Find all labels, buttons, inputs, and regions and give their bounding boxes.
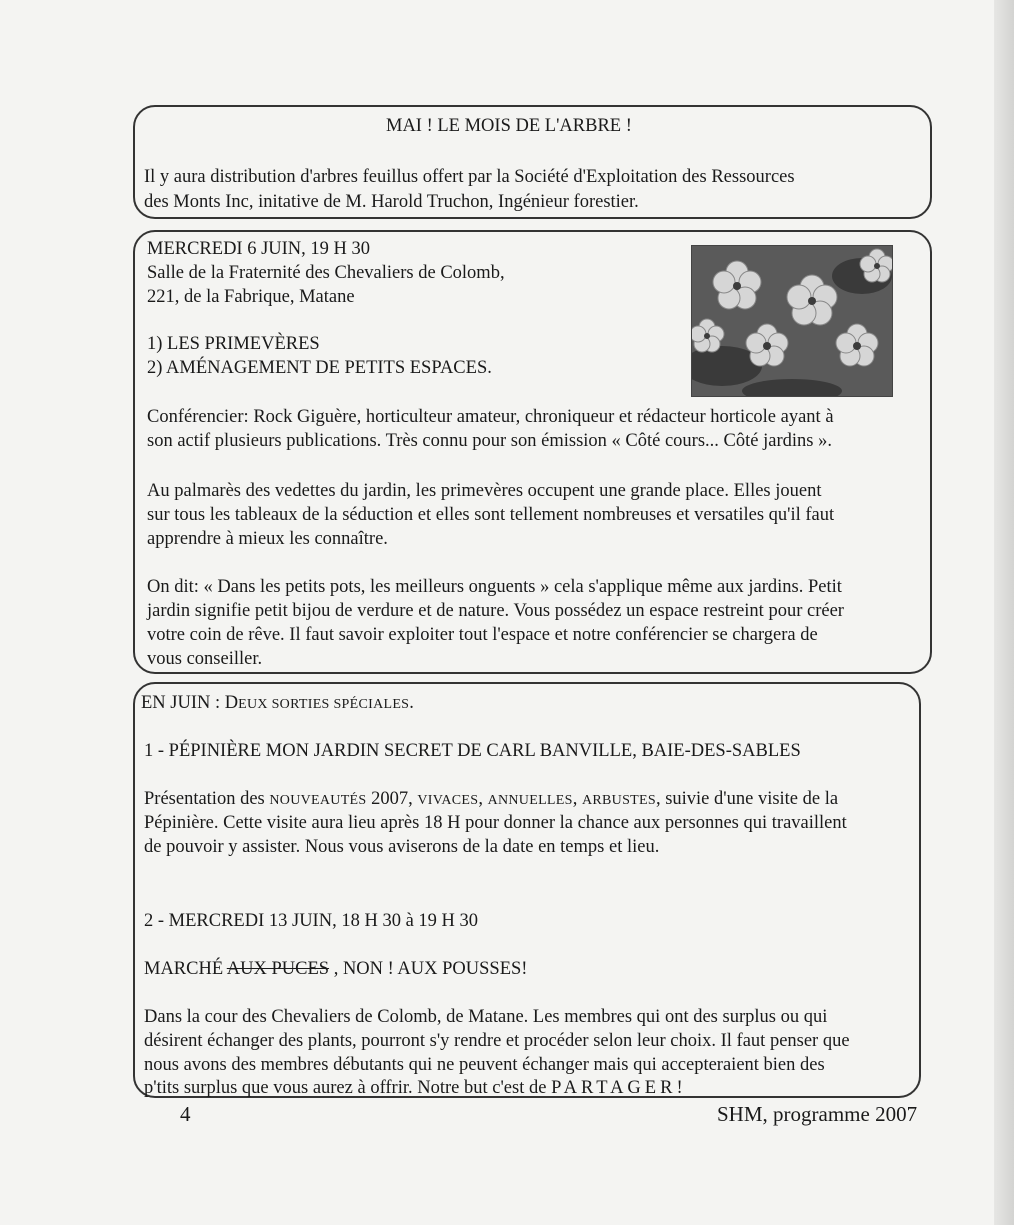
share-word: PARTAGER [551, 1078, 677, 1098]
tree-month-title: MAI ! LE MOIS DE L'ARBRE ! [386, 116, 632, 136]
small-spaces-line-4: vous conseiller. [147, 649, 263, 669]
conference-topic-2: 2) AMÉNAGEMENT DE PETITS ESPACES. [147, 358, 492, 378]
primrose-para-line-1: Au palmarès des vedettes du jardin, les primevères occupent une grande place. Elles jouent [147, 481, 822, 501]
outing-1-title: 1 - PÉPINIÈRE MON JARDIN SECRET DE CARL BANVILLE, BAIE-DES-SABLES [144, 741, 801, 761]
market-rest: , NON ! AUX POUSSES! [329, 959, 528, 979]
publication-name: SHM, programme 2007 [717, 1102, 918, 1126]
outing-1-text-d: , [572, 789, 582, 809]
market-struck-text: AUX PUCES [226, 959, 330, 979]
outing-1-novelties: NOUVEAUTÉS [269, 793, 367, 808]
outing-1-shrubs: ARBUSTES [581, 793, 656, 808]
small-spaces-line-3: votre coin de rêve. Il faut savoir exploiter tout l'espace et notre conférencier se chargera de [147, 625, 818, 645]
outing-1-text-c: , [478, 789, 488, 809]
primrose-para-line-3: apprendre à mieux les connaître. [147, 529, 388, 549]
speaker-line-2: son actif plusieurs publications. Très connu pour son émission « Côté cours... Côté jardins ». [147, 431, 832, 451]
june-heading-smallcaps: EUX SORTIES SPÉCIALES [238, 697, 410, 712]
outing-2-line-2: désirent échanger des plants, pourront s'y rendre et procéder selon leur choix. Il faut penser que [144, 1031, 850, 1051]
outing-2-line-1: Dans la cour des Chevaliers de Colomb, de Matane. Les membres qui ont des surplus ou qui [144, 1007, 828, 1027]
conference-address: 221, de la Fabrique, Matane [147, 287, 355, 307]
outing-1-text-b: 2007, [366, 789, 418, 809]
tree-month-line-1: Il y aura distribution d'arbres feuillus offert par la Société d'Exploitation des Ressources [144, 167, 795, 187]
conference-date: MERCREDI 6 JUIN, 19 H 30 [147, 239, 371, 259]
primrose-para-line-2: sur tous les tableaux de la séduction et elles sont tellement nombreuses et versatiles qu'il faut [147, 505, 835, 525]
outing-1-text-a: Présentation des [144, 789, 270, 809]
tree-month-line-2: des Monts Inc, initative de M. Harold Truchon, Ingénieur forestier. [144, 192, 639, 212]
share-exclamation: ! [676, 1078, 683, 1098]
june-heading-prefix: EN JUIN : D [141, 693, 239, 713]
outing-1-text-e: , suivie d'une visite de la [655, 789, 839, 809]
outing-1-annuals: ANNUELLES [487, 793, 573, 808]
primrose-photo [691, 245, 893, 397]
outing-2-line-4-text: p'tits surplus que vous aurez à offrir. Notre but c'est de [144, 1078, 552, 1098]
small-spaces-line-2: jardin signifie petit bijou de verdure et de nature. Vous possédez un espace restreint pour créer [147, 601, 844, 621]
page-number: 4 [180, 1102, 191, 1126]
outing-1-line-2: Pépinière. Cette visite aura lieu après 18 H pour donner la chance aux personnes qui travaillent [144, 813, 847, 833]
conference-topic-1: 1) LES PRIMEVÈRES [147, 334, 320, 354]
conference-venue: Salle de la Fraternité des Chevaliers de Colomb, [147, 263, 505, 283]
outing-2-date: 2 - MERCREDI 13 JUIN, 18 H 30 à 19 H 30 [144, 911, 479, 931]
outing-2-line-4 [144, 1077, 683, 1100]
june-heading [141, 692, 414, 716]
market-word: MARCHÉ [144, 959, 227, 979]
outing-1-perennials: VIVACES [417, 793, 479, 808]
page-edge [994, 0, 1014, 1225]
outing-1-line-1 [144, 788, 838, 812]
speaker-line-1: Conférencier: Rock Giguère, horticulteur amateur, chroniqueur et rédacteur horticole ayant à [147, 407, 834, 427]
outing-1-line-3: de pouvoir y assister. Nous vous aviserons de la date en temps et lieu. [144, 837, 660, 857]
market-title [144, 958, 527, 981]
june-heading-suffix: . [409, 693, 414, 713]
small-spaces-line-1: On dit: « Dans les petits pots, les meilleurs onguents » cela s'applique même aux jardins. Petit [147, 577, 842, 597]
outing-2-line-3: nous avons des membres débutants qui ne peuvent échanger mais qui accepteraient bien des [144, 1055, 825, 1075]
